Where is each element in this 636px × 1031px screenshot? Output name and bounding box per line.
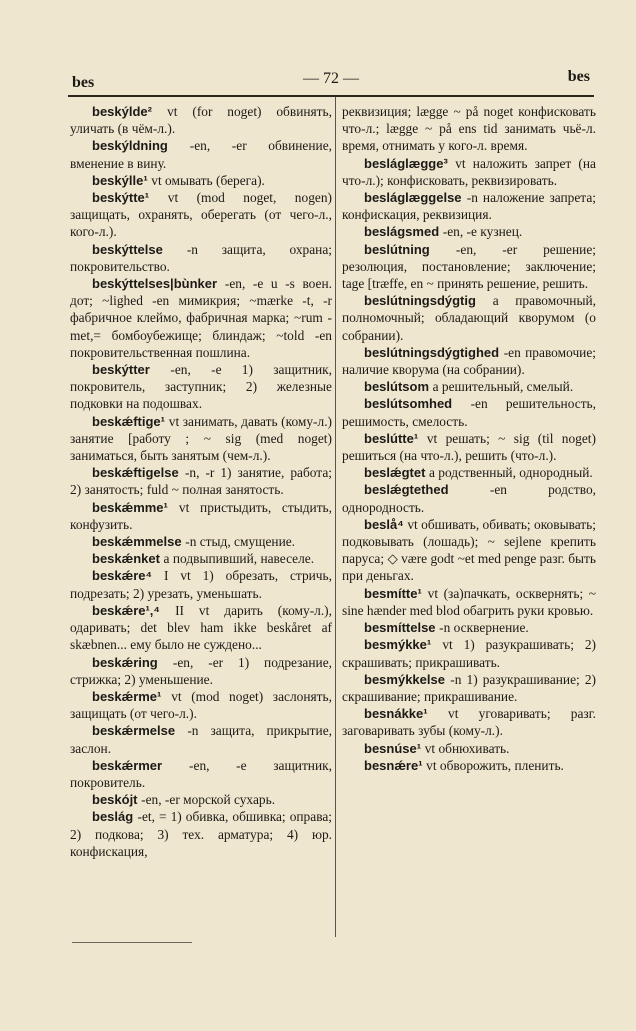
entry-definition: a решительный, смелый. bbox=[432, 379, 574, 395]
entry-definition: vt наложить запрет (на что-л.); конфисковать, реквизировать. bbox=[342, 155, 596, 188]
entry-definition: -en правомочие; наличие кворума (на собрании). bbox=[342, 344, 597, 378]
entry-definition: -en, -er морской сухарь. bbox=[141, 792, 276, 808]
entry-headword: beslútte¹ bbox=[364, 430, 427, 446]
entry-headword: besnákke¹ bbox=[364, 706, 449, 722]
column-divider bbox=[335, 97, 336, 937]
entry-definition: vt обнюхивать. bbox=[424, 740, 510, 756]
entry-definition: -n защита, прикрытие, заслон. bbox=[70, 723, 332, 756]
entry-definition: -n, -r 1) занятие, работа; 2) занятость; fuld ~ полная занятость. bbox=[70, 465, 332, 498]
entry-headword: beskǽrmer bbox=[92, 757, 190, 773]
entry-headword: beskǽmme¹ bbox=[92, 499, 179, 515]
entry-definition: -en решительность, решимость, смелость. bbox=[342, 396, 596, 429]
entry-headword: beskýtte¹ bbox=[92, 190, 168, 206]
dictionary-entry bbox=[342, 705, 596, 739]
entry-definition: -n наложение запрета; конфискация, реквизиция. bbox=[342, 190, 596, 223]
entry-headword: besmýkkelse bbox=[364, 671, 451, 687]
dictionary-entry bbox=[70, 189, 332, 241]
dictionary-entry bbox=[342, 585, 596, 619]
dictionary-entry bbox=[342, 757, 596, 774]
entry-definition: -en, -e 1) защитник, покровитель, заступник; 2) железные подковки на подошвах. bbox=[70, 362, 333, 412]
dictionary-entry bbox=[342, 155, 596, 189]
entry-headword: besmítte¹ bbox=[364, 585, 428, 601]
entry-headword: beskýtter bbox=[92, 362, 171, 378]
entry-definition: vt обворожить, пленить. bbox=[426, 757, 564, 773]
page-number: — 72 — bbox=[303, 70, 359, 87]
bottom-rule bbox=[72, 942, 192, 943]
entry-headword: beskǽrmelse bbox=[92, 723, 188, 739]
dictionary-entry bbox=[70, 688, 332, 722]
dictionary-entry bbox=[70, 722, 332, 756]
entry-headword: beskýttelses|bùnker bbox=[92, 276, 225, 292]
entry-definition: -n стыд, смущение. bbox=[185, 534, 296, 550]
dictionary-entry bbox=[70, 533, 332, 550]
entry-headword: beslágsmed bbox=[364, 224, 443, 240]
entry-headword: besmýkke¹ bbox=[364, 637, 443, 653]
entry-definition: -en, -er решение; резолюция, постановление; заключение; tage [træffe, en ~ принять решение, решить. bbox=[342, 241, 596, 292]
entry-headword: besláglæggelse bbox=[364, 190, 467, 206]
dictionary-entry bbox=[70, 413, 332, 465]
dictionary-entry bbox=[342, 241, 596, 293]
dictionary-entry bbox=[342, 344, 596, 378]
entry-definition: a подвыпивший, навеселе. bbox=[163, 551, 315, 567]
dictionary-entry bbox=[342, 395, 596, 429]
entry-headword: beskǽftigelse bbox=[92, 465, 185, 481]
dictionary-entry bbox=[70, 361, 332, 413]
entry-headword: beskýlde² bbox=[92, 104, 168, 119]
entry-headword: beslútsomhed bbox=[364, 396, 471, 412]
entry-headword: beslútsom bbox=[364, 379, 433, 395]
dictionary-entry bbox=[70, 241, 332, 275]
entry-headword: besláglægge³ bbox=[364, 155, 456, 171]
dictionary-entry bbox=[70, 550, 332, 567]
entry-definition: -n 1) разукрашивание; 2) скрашивание; прикрашивание. bbox=[342, 671, 596, 704]
entry-definition: -en, -e u -s воен. дот; ~lighed -en мимикрия; ~mærke -t, -r фабричное клеймо, фабричная марка; ~rum -met,= бомбоубежище; блиндаж; ~told -en покровительственная пошлина. bbox=[70, 276, 332, 360]
entry-definition: vt омывать (берега). bbox=[151, 172, 265, 188]
dictionary-entry bbox=[342, 619, 596, 636]
entry-headword: besmíttelse bbox=[364, 620, 440, 636]
entry-headword: beskǽftige¹ bbox=[92, 413, 169, 429]
entry-definition: vt (mod noget, nogen) защищать, охранять, оберегать (от чего-л., кого-л.). bbox=[70, 190, 332, 240]
dictionary-entry bbox=[342, 223, 596, 240]
dictionary-entry bbox=[70, 172, 332, 189]
entry-definition: -et, = 1) обивка, обшивка; оправа; 2) подкова; 3) тех. арматура; 4) юр. конфискация, bbox=[70, 809, 332, 859]
entry-headword: beslå⁴ bbox=[364, 516, 408, 532]
entry-definition: I vt 1) обрезать, стричь, подрезать; 2) урезать, уменьшать. bbox=[70, 568, 332, 601]
header-rule bbox=[68, 95, 594, 97]
dictionary-entry bbox=[70, 654, 332, 688]
entry-definition: -en, -e кузнец. bbox=[442, 224, 523, 240]
entry-definition: vt (for noget) обвинять, уличать (в чём-л.). bbox=[70, 104, 332, 137]
entry-headword: beslág bbox=[92, 809, 138, 825]
entry-definition: a правомочный, полномочный; обладающий кворумом (о собрании). bbox=[342, 293, 596, 343]
dictionary-entry bbox=[342, 430, 596, 464]
entry-definition: vt 1) разукрашивать; 2) скрашивать; прикрашивать. bbox=[342, 637, 596, 670]
left-column bbox=[70, 103, 332, 860]
dictionary-entry bbox=[70, 808, 332, 860]
entry-definition: vt уговаривать; разг. заговаривать зубы (кому-л.). bbox=[342, 706, 597, 739]
dictionary-entry bbox=[70, 567, 332, 601]
entry-definition: -en, -er обвинение, вменение в вину. bbox=[70, 138, 332, 171]
dictionary-entry bbox=[342, 464, 596, 481]
entry-headword: beskǽnket bbox=[92, 551, 164, 567]
page-header bbox=[70, 66, 592, 92]
dictionary-entry bbox=[342, 292, 596, 344]
dictionary-entry bbox=[70, 602, 332, 654]
entry-headword: beskǽring bbox=[92, 654, 173, 670]
dictionary-entry bbox=[70, 757, 332, 791]
dictionary-entry bbox=[342, 481, 596, 515]
entry-headword: beskǽrme¹ bbox=[92, 688, 172, 704]
entry-headword: beslǽgtet bbox=[364, 465, 430, 481]
entry-definition: vt (mod noget) заслонять, защищать (от чего-л.). bbox=[70, 688, 332, 722]
entry-definition: -n защита, охрана; покровительство. bbox=[70, 241, 332, 274]
right-column bbox=[342, 103, 596, 774]
entry-definition: II vt дарить (кому-л.), одаривать; det blev ham ikke beskåret af skæbnen... ему было не суждено... bbox=[70, 602, 332, 653]
entry-definition: vt пристыдить, стыдить, конфузить. bbox=[70, 499, 332, 532]
dictionary-entry bbox=[342, 189, 596, 223]
dictionary-entry bbox=[342, 103, 596, 155]
entry-definition: -en, -e защитник, покровитель. bbox=[70, 757, 332, 790]
dictionary-entry bbox=[342, 671, 596, 705]
entry-headword: beskójt bbox=[92, 792, 142, 808]
entry-headword: beskǽre⁴ bbox=[92, 568, 165, 584]
entry-definition: -en, -er 1) подрезание, стрижка; 2) уменьшение. bbox=[70, 654, 332, 687]
entry-headword: beslútning bbox=[364, 241, 456, 257]
entry-headword: beslútningsdýgtighed bbox=[364, 344, 504, 360]
entry-headword: besnǽre¹ bbox=[364, 757, 427, 773]
entry-headword: beskýldning bbox=[92, 138, 190, 154]
entry-headword: beslútningsdýgtig bbox=[364, 293, 493, 309]
dictionary-entry bbox=[342, 740, 596, 757]
dictionary-entry bbox=[70, 103, 332, 137]
entry-definition: vt занимать, давать (кому-л.) занятие [работу ; ~ sig (med noget) заниматься, быть занятым (чем-л.). bbox=[70, 413, 332, 464]
entry-definition: -n осквернение. bbox=[439, 620, 529, 636]
entry-headword: beskýlle¹ bbox=[92, 172, 152, 188]
entry-definition: a родственный, однородный. bbox=[429, 465, 593, 481]
dictionary-entry bbox=[70, 464, 332, 498]
entry-definition: -en родство, однородность. bbox=[342, 482, 596, 515]
dictionary-entry bbox=[70, 499, 332, 533]
right-guide-word: bes bbox=[567, 68, 590, 85]
dictionary-entry bbox=[342, 516, 596, 585]
entry-definition: vt (за)пачкать, осквернять; ~ sine hænder med blod обагрить руки кровью. bbox=[342, 585, 597, 618]
entry-definition: vt решать; ~ sig (til noget) решиться (на что-л.), решить (что-л.). bbox=[342, 430, 596, 464]
entry-headword: beskǽre¹,⁴ bbox=[92, 602, 176, 618]
left-guide-word: bes bbox=[72, 74, 95, 91]
dictionary-entry bbox=[342, 636, 596, 670]
dictionary-entry bbox=[70, 137, 332, 171]
entry-headword: besnúse¹ bbox=[364, 740, 425, 756]
entry-headword: beslǽgtethed bbox=[364, 482, 490, 498]
dictionary-entry bbox=[70, 275, 332, 361]
dictionary-entry bbox=[70, 791, 332, 808]
entry-definition: реквизиция; lægge ~ på noget конфисковать что-л.; lægge ~ på ens tid занимать чьё-л. время, отнимать у кого-л. время. bbox=[342, 104, 596, 154]
entry-definition: vt обшивать, обивать; оковывать; подковывать (лошадь); ~ sejlene крепить паруса; ◇ være godt ~et med penge разг. быть при деньгах. bbox=[342, 516, 596, 584]
dictionary-entry bbox=[342, 378, 596, 395]
entry-headword: beskǽmmelse bbox=[92, 534, 186, 550]
entry-headword: beskýttelse bbox=[92, 241, 187, 257]
